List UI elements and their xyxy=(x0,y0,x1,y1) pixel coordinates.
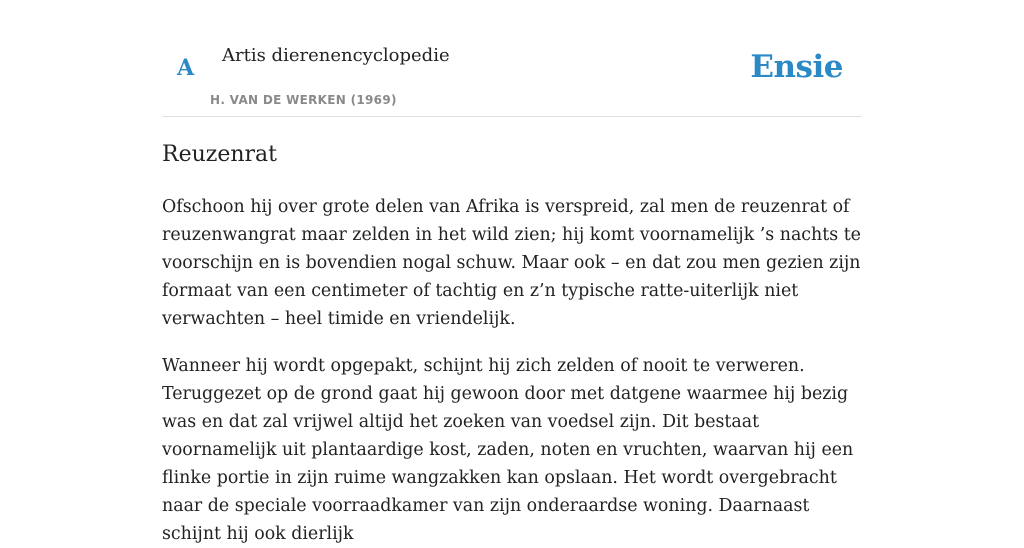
article xyxy=(162,140,862,548)
ensie-logo[interactable]: Ensie xyxy=(750,49,843,85)
letter-index-link[interactable]: A xyxy=(177,55,195,81)
article-paragraph: Wanneer hij wordt opgepakt, schijnt hij zich zelden of nooit te verweren. Teruggezet op de grond gaat hij gewoon door met datgene waarmee hij bezig was en dat zal vrijwel altijd het zoeken van voedsel zijn. Dit bestaat voornamelijk uit plantaardige kost, zaden, noten en vruchten, waarvan hij een flinke portie in zijn ruime wangzakken kan opslaan. Het wordt overgebracht naar de speciale voorraadkamer van zijn onderaardse woning. Daarnaast schijnt hij ook dierlijk xyxy=(162,356,854,544)
page-header xyxy=(162,0,862,117)
article-paragraph: Ofschoon hij over grote delen van Afrika is verspreid, zal men de reuzenrat of reuzenwangrat maar zelden in het wild zien; hij komt voornamelijk ’s nachts te voorschijn en is bovendien nogal schuw. Maar ook – en dat zou men gezien zijn formaat van een centimeter of tachtig en z’n typische ratte-uiterlijk niet verwachten – heel timide en vriendelijk. xyxy=(162,197,861,329)
encyclopedia-author: H. VAN DE WERKEN (1969) xyxy=(210,93,397,107)
encyclopedia-title-link[interactable]: Artis dierenencyclopedie xyxy=(222,45,450,66)
article-title: Reuzenrat xyxy=(162,142,278,167)
